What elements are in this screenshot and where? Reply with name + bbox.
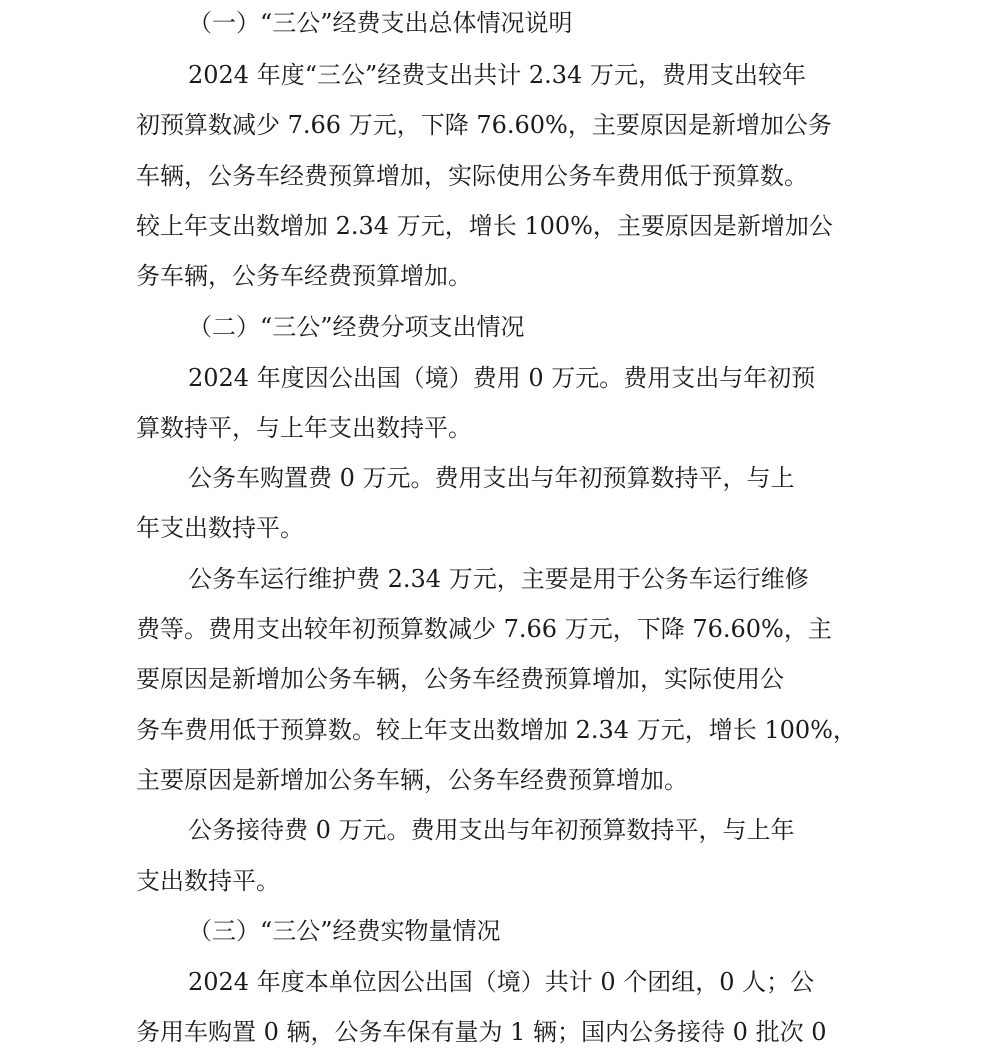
paragraph-line: 2024 年度本单位因公出国（境）共计 0 个团组，0 人；公 <box>188 968 815 996</box>
paragraph-line: 算数持平，与上年支出数持平。 <box>136 414 472 442</box>
paragraph-line: 公务车购置费 0 万元。费用支出与年初预算数持平，与上 <box>188 464 795 492</box>
paragraph-line: 2024 年度因公出国（境）费用 0 万元。费用支出与年初预 <box>188 364 816 392</box>
paragraph-line: 初预算数减少 7.66 万元，下降 76.60%，主要原因是新增加公务 <box>136 111 832 139</box>
paragraph-line: 要原因是新增加公务车辆，公务车经费预算增加，实际使用公 <box>136 665 784 693</box>
paragraph-line: 务用车购置 0 辆，公务车保有量为 1 辆；国内公务接待 0 批次 0 <box>136 1018 827 1046</box>
paragraph-line: 务车费用低于预算数。较上年支出数增加 2.34 万元，增长 100%， <box>136 716 857 744</box>
paragraph-line: 车辆，公务车经费预算增加，实际使用公务车费用低于预算数。 <box>136 162 808 190</box>
paragraph-line: 支出数持平。 <box>136 867 280 895</box>
paragraph-line: 主要原因是新增加公务车辆，公务车经费预算增加。 <box>136 766 688 794</box>
paragraph-line: 公务接待费 0 万元。费用支出与年初预算数持平，与上年 <box>188 816 795 844</box>
paragraph-line: 费等。费用支出较年初预算数减少 7.66 万元，下降 76.60%，主 <box>136 615 832 643</box>
section-heading-1: （一）“三公”经费支出总体情况说明 <box>188 9 573 37</box>
paragraph-line: 公务车运行维护费 2.34 万元，主要是用于公务车运行维修 <box>188 565 809 593</box>
paragraph-line: 务车辆，公务车经费预算增加。 <box>136 262 472 290</box>
paragraph-line: 年支出数持平。 <box>136 514 304 542</box>
section-heading-2: （二）“三公”经费分项支出情况 <box>188 313 525 341</box>
section-heading-3: （三）“三公”经费实物量情况 <box>188 917 501 945</box>
paragraph-line: 较上年支出数增加 2.34 万元，增长 100%，主要原因是新增加公 <box>136 212 833 240</box>
paragraph-line: 2024 年度“三公”经费支出共计 2.34 万元，费用支出较年 <box>188 61 806 89</box>
